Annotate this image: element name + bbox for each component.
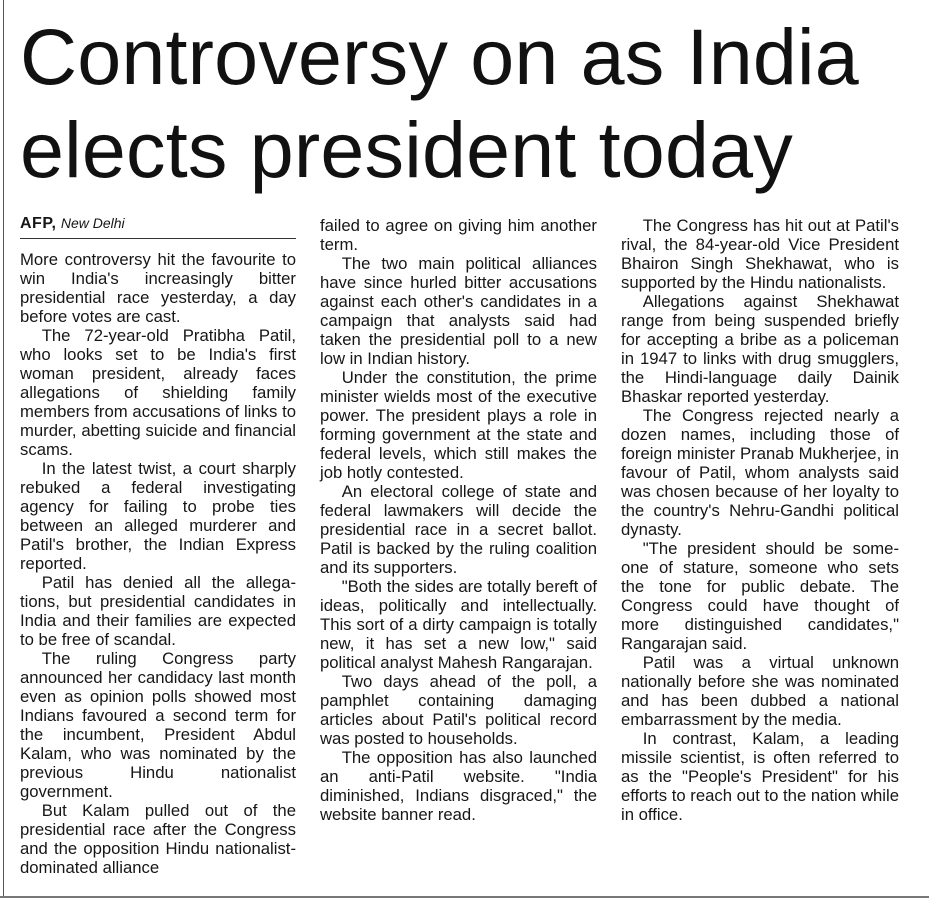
article-paragraph: Under the constitution, the prime minister wields most of the executive power. The president plays a role in forming government at the state and federal levels, which still makes the job hotly contested. (320, 368, 597, 482)
headline-line-1: Controversy on as India (20, 12, 859, 101)
byline (20, 213, 296, 239)
article-paragraph: Patil was a virtual unknown nationally before she was nominated and has been dubbed a national embarrassment by the media. (621, 653, 899, 729)
article-column-2 (320, 216, 597, 824)
article-paragraph: "Both the sides are totally bereft of ideas, politically and intellectually. This sort of a dirty campaign is totally new, it has set a new low," said political analyst Mahesh Rangarajan. (320, 577, 597, 672)
article-paragraph: The opposition has also launched an anti-Patil website. "India diminished, Indians disgraced," the website banner read. (320, 748, 597, 824)
article-paragraph: In contrast, Kalam, a leading missile scientist, is often referred to as the "People's President" for his efforts to reach out to the nation while in office. (621, 729, 899, 824)
article-paragraph: More controversy hit the favourite to win India's increasingly bitter presidential race yesterday, a day before votes are cast. (20, 250, 296, 326)
article-paragraph: "The president should be someone of stature, someone who sets the tone for public debate. The Congress could have thought of more distinguished candidates," Rangarajan said. (621, 539, 899, 653)
headline (20, 10, 920, 196)
article-paragraph: The Congress rejected nearly a dozen names, including those of foreign minister Pranab Mukherjee, in favour of Patil, whom analysts said was chosen because of her loyalty to the country's Nehru-Gandhi political dynasty. (621, 406, 899, 539)
byline-agency: AFP, (20, 215, 57, 232)
article-paragraph: Patil has denied all the allegations, but presidential candidates in India and their families are expected to be free of scandal. (20, 573, 296, 649)
article-column-1 (20, 213, 296, 877)
article-paragraph: But Kalam pulled out of the presidential race after the Congress and the opposition Hindu nationalist-dominated alliance (20, 801, 296, 877)
article-paragraph: The Congress has hit out at Patil's rival, the 84-year-old Vice President Bhairon Singh Shekhawat, who is supported by the Hindu nationalists. (621, 216, 899, 292)
article-paragraph: Allegations against Shekhawat range from being suspended briefly for accepting a bribe as a policeman in 1947 to links with drug smugglers, the Hindi-language daily Dainik Bhaskar reported yesterday. (621, 292, 899, 406)
article-paragraph: failed to agree on giving him another term. (320, 216, 597, 254)
article-paragraph: The 72-year-old Pratibha Patil, who looks set to be India's first woman president, already faces allegations of shielding family members from accusations of links to murder, abetting suicide and financial scams. (20, 326, 296, 459)
column-rule-left (3, 0, 4, 896)
article-paragraph: In the latest twist, a court sharply rebuked a federal investigating agency for failing to probe ties between an alleged murderer and Patil's brother, the Indian Express reported. (20, 459, 296, 573)
article-paragraph: An electoral college of state and federal lawmakers will decide the presidential race in a secret ballot. Patil is backed by the ruling coalition and its supporters. (320, 482, 597, 577)
article-paragraph: Two days ahead of the poll, a pamphlet containing damaging articles about Patil's political record was posted to households. (320, 672, 597, 748)
bottom-rule (0, 896, 929, 898)
headline-line-2: elects president today (20, 105, 793, 194)
article-paragraph: The ruling Congress party announced her candidacy last month even as opinion polls showed most Indians favoured a second term for the incumbent, President Abdul Kalam, who was nominated by the previous Hindu nationalist government. (20, 649, 296, 801)
article-paragraph: The two main political alliances have since hurled bitter accusations against each other's candidates in a campaign that analysts said had taken the presidential poll to a new low in Indian history. (320, 254, 597, 368)
byline-dateline: New Delhi (60, 215, 125, 231)
article-column-3 (621, 216, 899, 824)
